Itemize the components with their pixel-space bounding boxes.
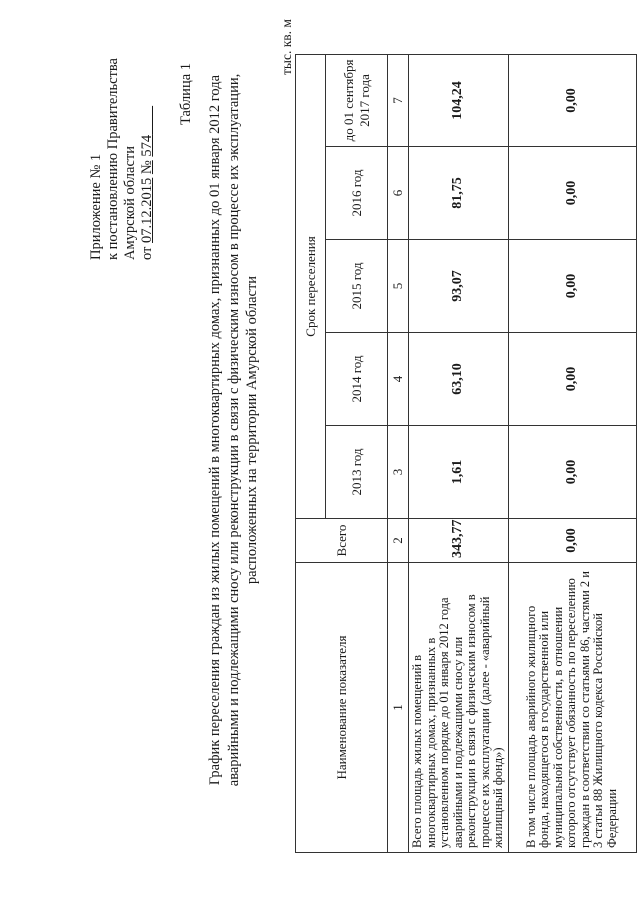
header-row-1 bbox=[296, 54, 326, 852]
resolution-date: 07.12.2015 bbox=[139, 177, 155, 243]
number-label: № bbox=[139, 160, 155, 175]
column-number: 7 bbox=[388, 54, 409, 146]
rotated-document-page bbox=[0, 15, 625, 905]
table-row bbox=[409, 54, 509, 852]
header-year-2016: 2016 год bbox=[326, 147, 388, 240]
row-value-total: 343,77 bbox=[409, 519, 509, 563]
header-period: Срок переселения bbox=[296, 54, 326, 518]
header-year-2017: до 01 сентября 2017 года bbox=[326, 54, 388, 146]
column-number: 6 bbox=[388, 147, 409, 240]
row-value-2015: 0,00 bbox=[508, 240, 636, 333]
header-year-2013: 2013 год bbox=[326, 426, 388, 519]
header-name: Наименование показателя bbox=[296, 563, 388, 853]
column-number: 2 bbox=[388, 519, 409, 563]
column-number: 1 bbox=[388, 563, 409, 853]
row-value-2014: 63,10 bbox=[409, 333, 509, 426]
row-value-2015: 93,07 bbox=[409, 240, 509, 333]
table-label: Таблица 1 bbox=[178, 62, 194, 125]
units-label: тыс. кв. м bbox=[279, 19, 294, 75]
row-value-2016: 81,75 bbox=[409, 147, 509, 240]
column-number: 4 bbox=[388, 333, 409, 426]
column-number: 3 bbox=[388, 426, 409, 519]
appendix-line-2: к постановлению Правительства bbox=[105, 58, 121, 260]
appendix-line-3: Амурской области bbox=[122, 146, 138, 260]
header-year-2014: 2014 год bbox=[326, 333, 388, 426]
table-row bbox=[508, 54, 636, 852]
column-number-row bbox=[388, 54, 409, 852]
row-value-2014: 0,00 bbox=[508, 333, 636, 426]
row-value-2013: 1,61 bbox=[409, 426, 509, 519]
row-name: Всего площадь жилых помещений в многоквартирных домах, признанных в установленном порядке до 01 января 2012 года аварийными и подлежащими сносу или реконструкции в связи с физическим износом в процессе их эксплуатации (далее - «аварийный жилищный фонд») bbox=[409, 563, 509, 853]
appendix-date-line bbox=[139, 30, 156, 260]
column-number: 5 bbox=[388, 240, 409, 333]
row-value-total: 0,00 bbox=[508, 519, 636, 563]
appendix-block bbox=[88, 30, 156, 260]
resolution-number: 574 bbox=[139, 134, 155, 157]
document-title: График переселения граждан из жилых помещений в многоквартирных домах, признанных до 01 января 2012 года аварийными и подлежащими сносу или реконструкции в связи с физическим износом в процессе их эксплуатации, расположенных на территории Амурской области bbox=[207, 73, 260, 787]
appendix-line-1: Приложение № 1 bbox=[88, 153, 104, 260]
row-value-2013: 0,00 bbox=[508, 426, 636, 519]
row-value-2017: 104,24 bbox=[409, 54, 509, 146]
resettlement-table bbox=[295, 54, 637, 853]
row-value-2017: 0,00 bbox=[508, 54, 636, 146]
row-value-2016: 0,00 bbox=[508, 147, 636, 240]
row-name: В том числе площадь аварийного жилищного фонда, находящегося в государственной или муниципальной собственности, в отношении которого отсутствует обязанность по переселению граждан в соответствии со статьями 86, частями 2 и 3 статьи 88 Жилищного кодекса Российской Федерации bbox=[508, 563, 636, 853]
header-year-2015: 2015 год bbox=[326, 240, 388, 333]
date-prefix: от bbox=[139, 246, 155, 260]
header-total: Всего bbox=[296, 519, 388, 563]
